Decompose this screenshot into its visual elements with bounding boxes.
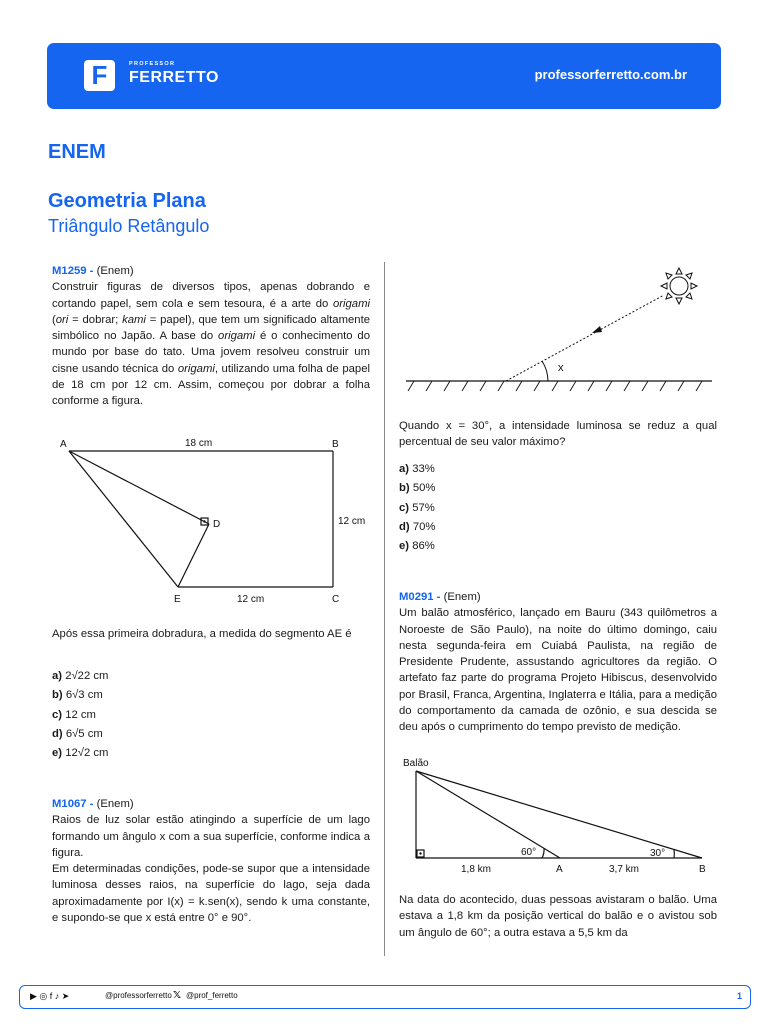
question-text: Construir figuras de diversos tipos, apenas dobrando e cortando papel, sem cola e sem tesoura, é a arte do origami (ori = dobrar; kami = papel), que tem um significado altamente simbólico no Japão. A base do origami é o conhecimento do mundo por base do tato. Uma jovem resolveu construir um cisne usando técnica do origami, utilizando uma folha de papel de 18 cm por 12 cm. Assim, começou por dobrar a folha conforme a figura. xyxy=(52,281,370,408)
social-icons[interactable]: ▶ ◎ f ♪ ➤ xyxy=(30,991,70,1001)
q2-options xyxy=(399,460,717,556)
q2-question xyxy=(399,418,717,451)
len-bottom: 12 cm xyxy=(237,594,265,605)
sun-ray-figure xyxy=(402,265,718,395)
exam-title: ENEM xyxy=(48,141,106,163)
page-number: 1 xyxy=(736,991,742,1001)
angle-x-label: x xyxy=(558,362,564,374)
footer-bar xyxy=(19,985,751,1009)
point-b-label: B xyxy=(699,864,706,875)
question-text: Um balão atmosférico, lançado em Bauru (343 quilômetros a Noroeste de São Paulo), na noite do último domingo, caiu nesta segunda-feira em Cuiabá Paulista, na região de Presidente Prudente, assustando agricultores da região. O artefato faz parte do programa Projeto Hibiscus, desenvolvido por Brasil, Franca, Argentina, Inglaterra e Itália, para a medição do comportamento da camada de ozônio, e sua descida se deu após o cumprimento do tempo previsto de medição. xyxy=(399,607,717,734)
question-text: Na data do acontecido, duas pessoas avistaram o balão. Uma estava a 1,8 km da posição vertical do balão e o avistou sob um ângulo de 60°; a outra estava a 5,5 km da xyxy=(399,894,717,939)
q1-options xyxy=(52,667,370,763)
question-source: (Enem) xyxy=(96,265,134,277)
option-e[interactable]: e) 12√2 cm xyxy=(52,747,109,760)
label-b: B xyxy=(332,439,339,450)
question-id: M1067 - xyxy=(52,798,94,810)
label-d: D xyxy=(213,519,221,530)
question-m1067 xyxy=(52,796,370,926)
question-prompt: Quando x = 30°, a intensidade luminosa se reduz a qual percentual de seu valor máximo? xyxy=(399,420,717,449)
q1-question xyxy=(52,626,370,642)
subtopic-title: Triângulo Retângulo xyxy=(48,216,210,236)
label-c: C xyxy=(332,594,340,605)
site-link[interactable]: professorferretto.com.br xyxy=(534,67,687,82)
option-b[interactable]: b) 50% xyxy=(399,482,436,495)
q3-continuation xyxy=(399,892,717,941)
dist-3-7-label: 3,7 km xyxy=(609,864,640,875)
question-m0291 xyxy=(399,589,717,736)
option-a[interactable]: a) 33% xyxy=(399,463,435,475)
label-a: A xyxy=(60,439,67,450)
label-e: E xyxy=(174,594,181,605)
option-b[interactable]: b) 6√3 cm xyxy=(52,689,103,702)
origami-figure xyxy=(55,432,366,607)
brand-small: PROFESSOR xyxy=(129,61,176,67)
question-prompt: Após essa primeira dobradura, a medida do segmento AE é xyxy=(52,628,352,640)
len-right: 12 cm xyxy=(338,516,366,527)
question-text: Raios de luz solar estão atingindo a superfície de um lago formando um ângulo x com a sua superfície, conforme indica a figura. xyxy=(52,814,370,859)
x-icon[interactable]: 𝕏 xyxy=(173,990,182,1001)
angle-60-label: 60° xyxy=(521,847,537,858)
balloon-label: Balão xyxy=(403,758,429,769)
option-e[interactable]: e) 86% xyxy=(399,540,435,553)
balloon-figure xyxy=(400,754,718,874)
option-a[interactable]: a) 2√22 cm xyxy=(52,670,109,682)
question-id: M0291 - xyxy=(399,591,441,603)
logo-icon xyxy=(84,60,115,91)
len-top: 18 cm xyxy=(185,438,213,449)
handle-professorferretto[interactable]: @professorferretto xyxy=(105,991,172,1000)
sun-icon xyxy=(661,268,697,304)
logo-letter: F xyxy=(91,60,108,90)
question-m1259 xyxy=(52,263,370,410)
brand-name: FERRETTO xyxy=(129,69,219,86)
option-c[interactable]: c) 57% xyxy=(399,501,435,514)
question-source: (Enem) xyxy=(96,798,134,810)
question-id: M1259 - xyxy=(52,265,94,277)
option-d[interactable]: d) 70% xyxy=(399,520,436,533)
question-source: (Enem) xyxy=(443,591,481,603)
option-c[interactable]: c) 12 cm xyxy=(52,708,96,721)
dist-1-8-label: 1,8 km xyxy=(461,864,492,875)
column-divider xyxy=(384,262,385,956)
question-text: Em determinadas condições, pode-se supor que a intensidade luminosa desses raios, na superfície do lago, seja dada aproximadamente por I(x) = k.sen(x), sendo k uma constante, e supondo-se que x está entre 0° e 90°. xyxy=(52,863,370,925)
point-a-label: A xyxy=(556,864,563,875)
handle-prof-ferretto[interactable]: @prof_ferretto xyxy=(186,991,238,1000)
option-d[interactable]: d) 6√5 cm xyxy=(52,727,103,740)
topic-title: Geometria Plana xyxy=(48,190,206,212)
angle-30-label: 30° xyxy=(650,848,666,859)
header-banner xyxy=(47,43,721,109)
